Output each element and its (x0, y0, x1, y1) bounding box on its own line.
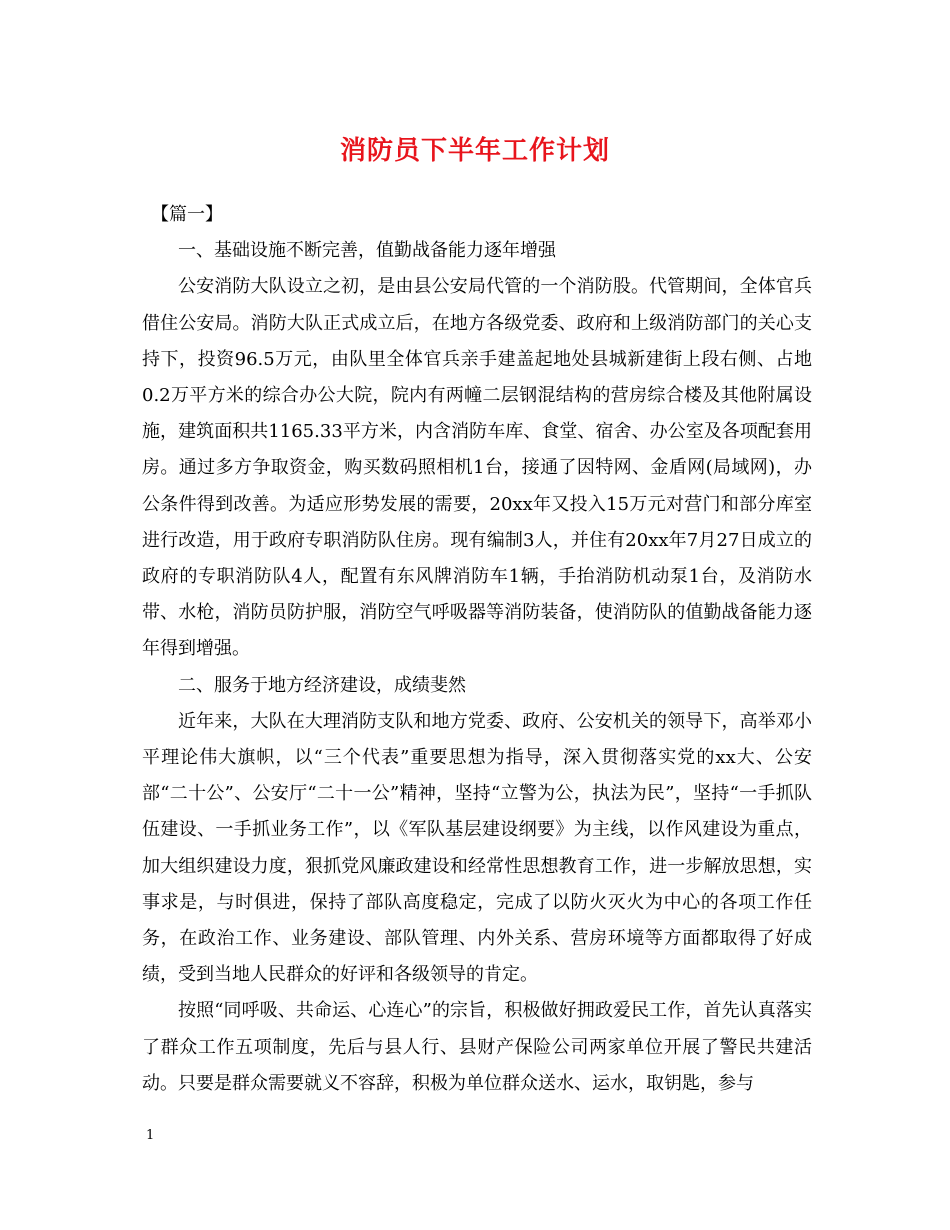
document-body (142, 197, 812, 1102)
section-heading-2: 二、服务于地方经济建设，成绩斐然 (178, 674, 466, 696)
section-tag: 【篇一】 (151, 204, 223, 225)
page-number: 1 (146, 1128, 155, 1143)
body-paragraph-1: 公安消防大队设立之初，是由县公安局代管的一个消防股。代管期间，全体官兵借住公安局。消防大队正式成立后，在地方各级党委、政府和上级消防部门的关心支持下，投资96.5万元，由队里全体官兵亲手建盖起地处县城新建街上段右侧、占地0.2万平方米的综合办公大院，院内有两幢二层钢混结构的营房综合楼及其他附属设施，建筑面积共1165.33平方米，内含消防车库、食堂、宿舍、办公室及各项配套用房。通过多方争取资金，购买数码照相机1台，接通了因特网、金盾网(局域网)，办公条件得到改善。为适应形势发展的需要，20xx年又投入15万元对营门和部分库室进行改造，用于政府专职消防队住房。现有编制3人，并住有20xx年7月27日成立的政府的专职消防队4人，配置有东风牌消防车1辆，手抬消防机动泵1台，及消防水带、水枪，消防员防护服，消防空气呼吸器等消防装备，使消防队的值勤战备能力逐年得到增强。 (142, 276, 812, 660)
body-paragraph-3: 按照“同呼吸、共命运、心连心”的宗旨，积极做好拥政爱民工作，首先认真落实了群众工作五项制度，先后与县人行、县财产保险公司两家单位开展了警民共建活动。只要是群众需要就义不容辞，积极为单位群众送水、运水，取钥匙，参与 (142, 1000, 812, 1094)
body-paragraph-2: 近年来，大队在大理消防支队和地方党委、政府、公安机关的领导下，高举邓小平理论伟大旗帜，以“三个代表”重要思想为指导，深入贯彻落实党的xx大、公安部“二十公”、公安厅“二十一公”精神，坚持“立警为公，执法为民”，坚持“一手抓队伍建设、一手抓业务工作”，以《军队基层建设纲要》为主线，以作风建设为重点，加大组织建设力度，狠抓党风廉政建设和经常性思想教育工作，进一步解放思想，实事求是，与时俱进，保持了部队高度稳定，完成了以防火灭火为中心的各项工作任务，在政治工作、业务建设、部队管理、内外关系、营房环境等方面都取得了好成绩，受到当地人民群众的好评和各级领导的肯定。 (142, 710, 812, 986)
section-heading-1: 一、基础设施不断完善，值勤战备能力逐年增强 (178, 240, 556, 262)
document-title: 消防员下半年工作计划 (339, 136, 610, 166)
